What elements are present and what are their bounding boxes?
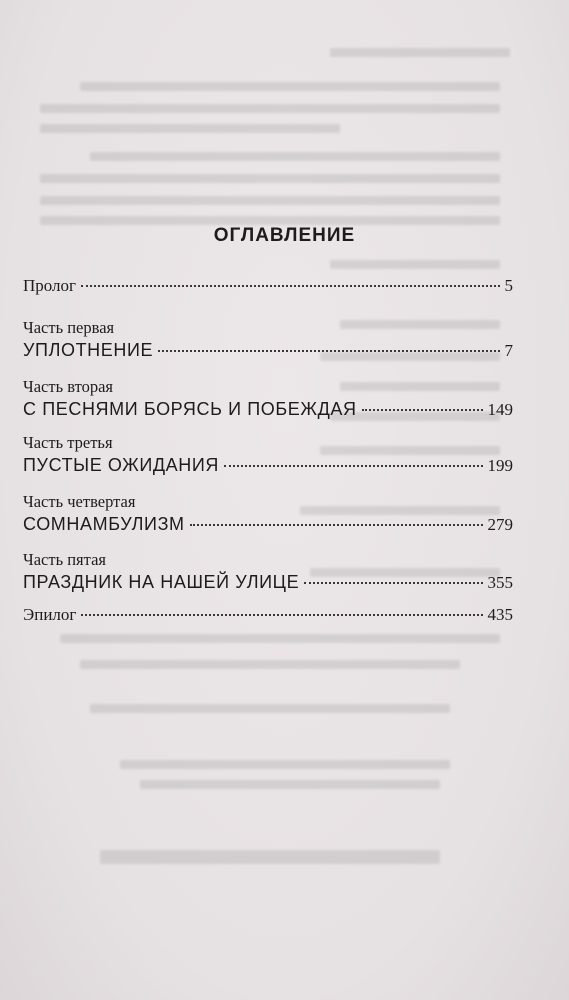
toc-entry-page: 7 [504,341,513,360]
toc-entry-page: 199 [487,456,513,475]
toc-entry-title: С ПЕСНЯМИ БОРЯСЬ И ПОБЕЖДАЯ [23,399,357,419]
dot-leader [304,582,482,584]
toc-part-label: Часть пятая [23,550,106,569]
toc-entry-page: 279 [487,515,513,534]
toc-part-label: Часть третья [23,433,113,452]
dot-leader [81,285,499,287]
dot-leader [362,409,483,411]
toc-part-label: Часть вторая [23,377,114,396]
toc-part-label: Часть четвертая [23,492,136,511]
toc-entry-page: 149 [487,400,513,419]
toc-entry-title: СОМНАМБУЛИЗМ [23,514,185,534]
toc-part-label: Часть первая [23,318,115,337]
toc-entry-page: 5 [504,276,513,295]
toc-entry-part-3 [23,433,513,476]
dot-leader [224,465,482,467]
toc-entry-title: ПРАЗДНИК НА НАШЕЙ УЛИЦЕ [23,572,300,592]
toc-entry-epilogue [23,605,513,625]
toc-entry-part-2 [23,377,513,420]
toc-entry-part-1 [23,318,513,361]
toc-entry-page: 435 [487,605,513,624]
dot-leader [190,524,483,526]
dot-leader [158,350,499,352]
toc-entry-title: УПЛОТНЕНИЕ [23,340,154,360]
toc-entry-prologue [23,276,513,296]
toc-entry-part-4 [23,492,513,535]
toc-entry-title: Пролог [23,276,77,295]
toc-entry-part-5 [23,550,513,593]
toc-entry-page: 355 [487,573,513,592]
dot-leader [81,614,482,616]
toc-heading: ОГЛАВЛЕНИЕ [213,225,356,246]
toc-entry-title: Эпилог [23,605,77,624]
toc-entry-title: ПУСТЫЕ ОЖИДАНИЯ [23,455,220,475]
